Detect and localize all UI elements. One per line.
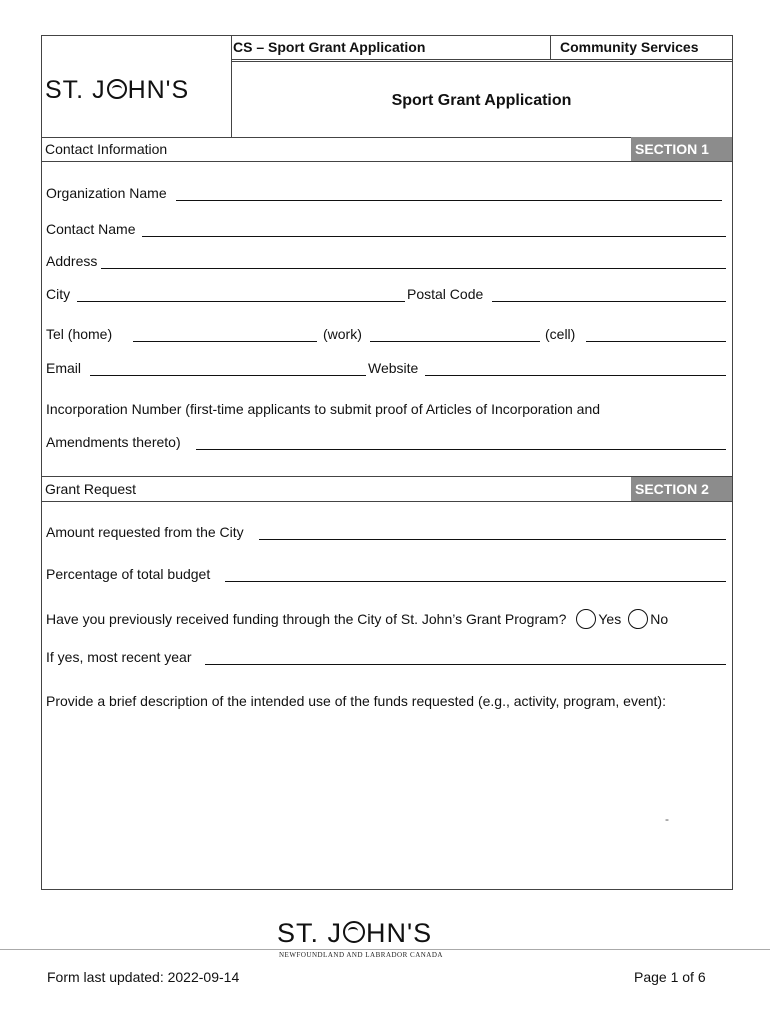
tel-cell-label: (cell): [545, 326, 576, 342]
contact-name-label: Contact Name: [46, 221, 136, 237]
header-top-row: [231, 36, 732, 62]
postal-code-label: Postal Code: [407, 286, 484, 302]
tel-home-input[interactable]: [133, 325, 317, 342]
percentage-budget-field: [46, 565, 726, 585]
description-input[interactable]: [46, 716, 726, 881]
footer-divider: [0, 949, 770, 950]
recent-year-label: If yes, most recent year: [46, 649, 192, 665]
tel-work-label: (work): [323, 326, 362, 342]
no-radio[interactable]: [628, 609, 648, 629]
description-label: Provide a brief description of the intended use of the funds requested (e.g., activity, program, event):: [46, 693, 666, 709]
email-website-field: [46, 359, 726, 379]
no-label: No: [650, 611, 669, 627]
tel-home-label: Tel (home): [46, 326, 113, 342]
address-label: Address: [46, 253, 98, 269]
incorporation-label-2: Amendments thereto): [46, 434, 181, 450]
form-updated: Form last updated: 2022-09-14: [47, 969, 240, 985]
percentage-budget-input[interactable]: [225, 565, 726, 582]
contact-name-input[interactable]: [142, 220, 726, 237]
telephone-field: [46, 325, 726, 345]
tel-cell-input[interactable]: [586, 325, 726, 342]
incorporation-field: [46, 433, 726, 453]
city-logo: ST. J HN'S: [45, 76, 190, 104]
section-1-tag: SECTION 1: [631, 137, 732, 161]
recent-year-input[interactable]: [205, 648, 726, 665]
stray-mark: -: [665, 812, 669, 826]
logo-cell: [42, 36, 232, 137]
yes-radio[interactable]: [576, 609, 596, 629]
address-input[interactable]: [101, 252, 726, 269]
city-postal-field: [46, 285, 726, 305]
doc-code: CS – Sport Grant Application: [231, 36, 551, 59]
city-input[interactable]: [77, 285, 405, 302]
organization-name-input[interactable]: [176, 184, 722, 201]
department: Community Services: [560, 39, 699, 55]
amount-requested-input[interactable]: [259, 523, 726, 540]
amount-requested-field: [46, 523, 726, 543]
yes-label: Yes: [598, 611, 622, 627]
recent-year-field: [46, 648, 726, 668]
postal-code-input[interactable]: [492, 285, 726, 302]
section-1-bar: [42, 137, 732, 162]
email-input[interactable]: [90, 359, 366, 376]
previous-funding-label: Have you previously received funding through the City of St. John’s Grant Program?: [46, 611, 567, 627]
website-input[interactable]: [425, 359, 726, 376]
organization-name-field: [46, 184, 726, 204]
footer-logo-sub: NEWFOUNDLAND AND LABRADOR CANADA: [279, 951, 443, 959]
contact-name-field: [46, 220, 726, 240]
organization-name-label: Organization Name: [46, 185, 167, 201]
footer-logo: ST. J HN'S: [277, 918, 433, 948]
section-2-label: Grant Request: [45, 481, 137, 497]
previous-funding-question: [46, 609, 668, 629]
application-form: [41, 35, 733, 890]
city-label: City: [46, 286, 71, 302]
incorporation-input[interactable]: [196, 433, 726, 450]
footer-logo-o-icon: [343, 921, 365, 943]
form-header: [42, 36, 732, 138]
page-number: Page 1 of 6: [634, 969, 706, 985]
tel-work-input[interactable]: [370, 325, 540, 342]
website-label: Website: [368, 360, 419, 376]
page-title: Sport Grant Application: [391, 92, 572, 109]
section-2-tag: SECTION 2: [631, 477, 732, 501]
percentage-budget-label: Percentage of total budget: [46, 566, 211, 582]
section-1-label: Contact Information: [45, 141, 168, 157]
incorporation-label: Incorporation Number (first-time applicants to submit proof of Articles of Incorporation and: [46, 401, 601, 417]
amount-requested-label: Amount requested from the City: [46, 524, 244, 540]
logo-o-icon: [107, 79, 127, 99]
address-field: [46, 252, 726, 272]
email-label: Email: [46, 360, 82, 376]
section-2-bar: [42, 476, 732, 502]
